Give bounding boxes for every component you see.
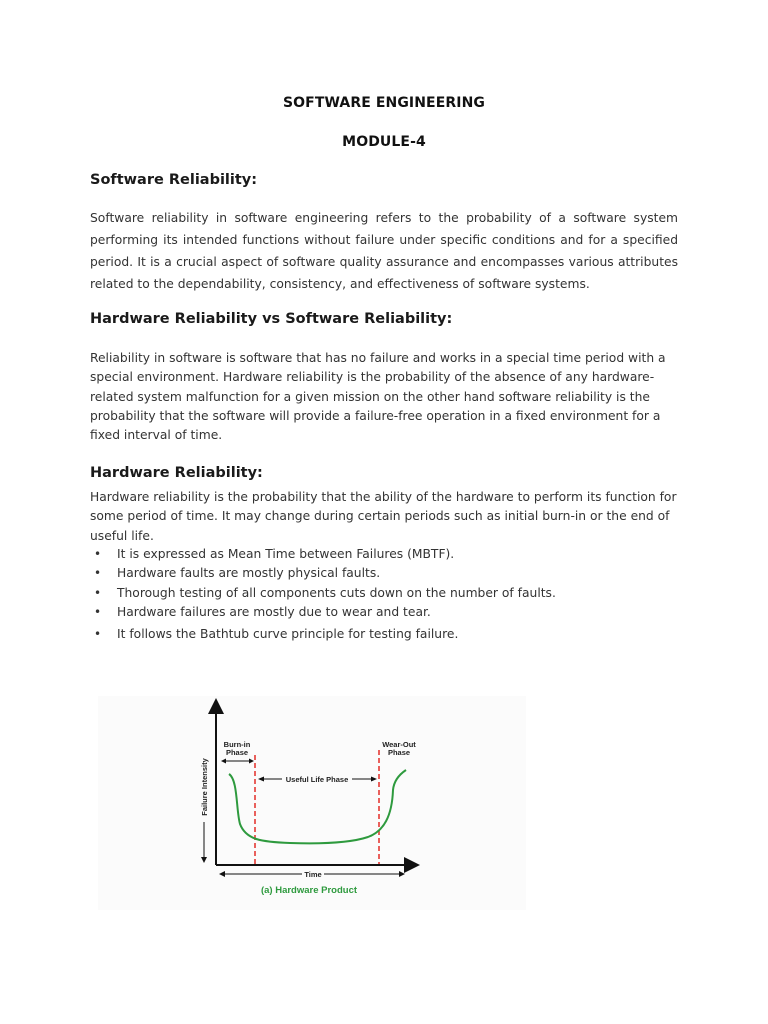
hw-vs-sw-paragraph: Reliability in software is software that has no failure and works in a special time period with a special environment. Hardware reliability is the probability of the absence of any hardware-related system malfunction for a given mission on the other hand software reliability is the probability that the software will provide a failure-free operation in a fixed environment for a fixed interval of time. <box>90 351 666 443</box>
list-item-text: Thorough testing of all components cuts down on the number of faults. <box>117 585 556 600</box>
wear-out-label-line2: Phase <box>387 748 411 757</box>
bullet-icon: • <box>94 585 102 600</box>
software-reliability-heading: Software Reliability: <box>90 172 258 188</box>
bullet-icon: • <box>94 627 102 642</box>
bullet-icon: • <box>94 566 102 581</box>
hardware-reliability-paragraph: Hardware reliability is the probability that the ability of the hardware to perform its function for some period of time. It may change during certain periods such as initial burn-in or the end of useful life. <box>90 490 677 543</box>
burn-in-label-line1: Burn-in <box>223 740 251 749</box>
wear-out-label-line1: Wear-Out <box>382 740 416 749</box>
list-item-text: It follows the Bathtub curve principle for testing failure. <box>117 627 459 642</box>
hw-vs-sw-heading: Hardware Reliability vs Software Reliability: <box>90 311 453 327</box>
bullet-icon: • <box>94 547 102 561</box>
list-item-text: It is expressed as Mean Time between Failures (MBTF). <box>117 547 455 561</box>
list-item-text: Hardware faults are mostly physical faults. <box>117 566 381 581</box>
useful-life-label: Useful Life Phase <box>285 775 349 784</box>
bullet-icon: • <box>94 604 102 619</box>
document-title: SOFTWARE ENGINEERING <box>283 95 485 111</box>
software-reliability-paragraph: Software reliability in software engineering refers to the probability of a software system performing its intended functions without failure under specific conditions and for a specified period. It is a crucial aspect of software quality assurance and encompasses various attributes related to the dependability, consistency, and effectiveness of software systems. <box>90 211 678 291</box>
figure-caption: (a) Hardware Product <box>260 885 358 896</box>
burn-in-label-line2: Phase <box>225 748 249 757</box>
list-item-text: Hardware failures are mostly due to wear and tear. <box>117 604 431 619</box>
hardware-reliability-heading: Hardware Reliability: <box>90 465 263 481</box>
y-axis-label: Failure Intensity <box>200 758 209 816</box>
module-title: MODULE-4 <box>342 134 426 150</box>
x-axis-label: Time <box>304 870 322 879</box>
